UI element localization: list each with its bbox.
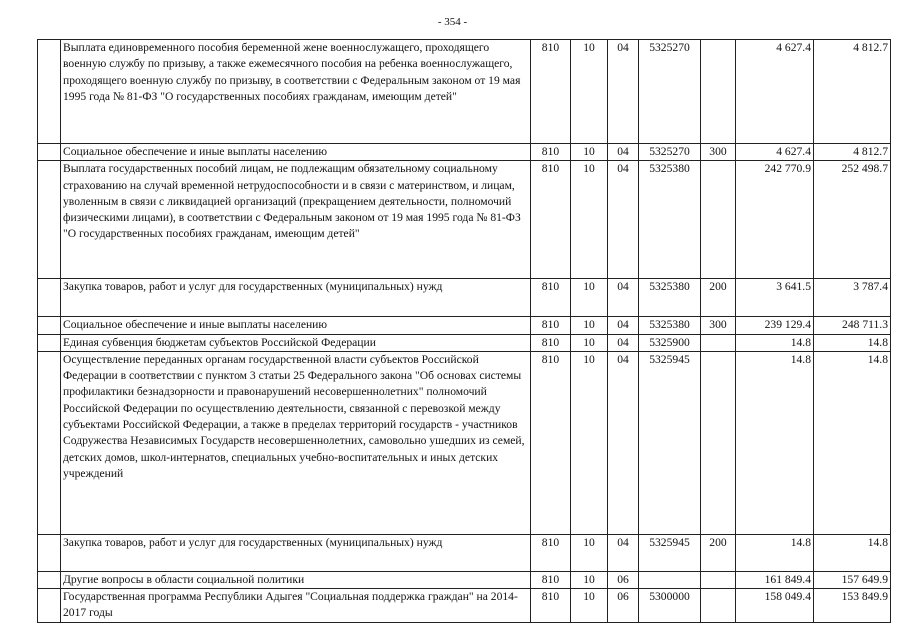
row-margin-cell <box>38 589 61 623</box>
row-margin-cell <box>38 317 61 334</box>
amount-year-1: 4 627.4 <box>736 40 814 144</box>
row-margin-cell <box>38 534 61 571</box>
item-description: Закупка товаров, работ и услуг для государственных (муниципальных) нужд <box>61 534 531 571</box>
expense-type-code: 200 <box>701 534 736 571</box>
ministry-code: 810 <box>531 40 571 144</box>
table-row <box>38 279 891 317</box>
amount-year-1: 3 641.5 <box>736 279 814 317</box>
amount-year-1: 14.8 <box>736 534 814 571</box>
target-article-code: 5325270 <box>639 40 701 144</box>
subsection-code: 04 <box>608 161 639 279</box>
expense-type-code <box>701 40 736 144</box>
amount-year-2: 14.8 <box>814 334 891 351</box>
table-row <box>38 161 891 279</box>
expense-type-code <box>701 571 736 588</box>
ministry-code: 810 <box>531 589 571 623</box>
item-description: Социальное обеспечение и иные выплаты населению <box>61 144 531 161</box>
ministry-code: 810 <box>531 534 571 571</box>
item-description: Единая субвенция бюджетам субъектов Российской Федерации <box>61 334 531 351</box>
subsection-code: 04 <box>608 144 639 161</box>
target-article-code: 5325380 <box>639 279 701 317</box>
table-row <box>38 534 891 571</box>
amount-year-2: 4 812.7 <box>814 144 891 161</box>
section-code: 10 <box>571 161 608 279</box>
section-code: 10 <box>571 317 608 334</box>
amount-year-1: 14.8 <box>736 334 814 351</box>
amount-year-2: 252 498.7 <box>814 161 891 279</box>
section-code: 10 <box>571 279 608 317</box>
table-row <box>38 40 891 144</box>
target-article-code: 5325900 <box>639 334 701 351</box>
item-description: Социальное обеспечение и иные выплаты населению <box>61 317 531 334</box>
budget-table-body <box>38 40 891 623</box>
section-code: 10 <box>571 40 608 144</box>
expense-type-code <box>701 351 736 534</box>
item-description: Закупка товаров, работ и услуг для государственных (муниципальных) нужд <box>61 279 531 317</box>
row-margin-cell <box>38 40 61 144</box>
item-description: Осуществление переданных органам государственной власти субъектов Российской Федерации в соответствии с пунктом 3 статьи 25 Федерального закона "Об основах системы профилактики безнадзорности и правонарушений несовершеннолетних" полномочий Российской Федерации по осуществлению деятельности, связанной с перевозкой между субъектами Российской Федерации, а также в пределах территорий государств - участников Содружества Независимых Государств несовершеннолетних, самовольно ушедших из семей, детских домов, школ-интернатов, специальных учебно-воспитательных и иных детских учреждений <box>61 351 531 534</box>
table-row <box>38 144 891 161</box>
amount-year-1: 14.8 <box>736 351 814 534</box>
expense-type-code: 200 <box>701 279 736 317</box>
subsection-code: 06 <box>608 571 639 588</box>
amount-year-1: 239 129.4 <box>736 317 814 334</box>
ministry-code: 810 <box>531 279 571 317</box>
subsection-code: 04 <box>608 40 639 144</box>
section-code: 10 <box>571 534 608 571</box>
subsection-code: 04 <box>608 317 639 334</box>
target-article-code: 5325270 <box>639 144 701 161</box>
amount-year-1: 242 770.9 <box>736 161 814 279</box>
table-row <box>38 317 891 334</box>
item-description: Выплата государственных пособий лицам, не подлежащим обязательному социальному страхованию на случай временной нетрудоспособности и в связи с материнством, и лицам, уволенным в связи с ликвидацией организаций (прекращением деятельности, полномочий физическими лицами), в соответствии с Федеральным законом от 19 мая 1995 года № 81-ФЗ "О государственных пособиях гражданам, имеющим детей" <box>61 161 531 279</box>
amount-year-2: 248 711.3 <box>814 317 891 334</box>
section-code: 10 <box>571 571 608 588</box>
row-margin-cell <box>38 334 61 351</box>
amount-year-1: 158 049.4 <box>736 589 814 623</box>
subsection-code: 04 <box>608 351 639 534</box>
section-code: 10 <box>571 589 608 623</box>
subsection-code: 04 <box>608 279 639 317</box>
target-article-code: 5325945 <box>639 351 701 534</box>
ministry-code: 810 <box>531 334 571 351</box>
subsection-code: 04 <box>608 534 639 571</box>
page-number: - 354 - <box>437 16 468 28</box>
amount-year-2: 14.8 <box>814 351 891 534</box>
table-row <box>38 589 891 623</box>
amount-year-2: 14.8 <box>814 534 891 571</box>
row-margin-cell <box>38 351 61 534</box>
expense-type-code <box>701 589 736 623</box>
item-description: Другие вопросы в области социальной политики <box>61 571 531 588</box>
expense-type-code <box>701 161 736 279</box>
expense-type-code: 300 <box>701 144 736 161</box>
amount-year-2: 4 812.7 <box>814 40 891 144</box>
section-code: 10 <box>571 334 608 351</box>
section-code: 10 <box>571 144 608 161</box>
item-description: Выплата единовременного пособия беременной жене военнослужащего, проходящего военную службу по призыву, а также ежемесячного пособия на ребенка военнослужащего, проходящего военную службу по призыву, в соответствии с Федеральным законом от 19 мая 1995 года № 81-ФЗ "О государственных пособиях гражданам, имеющим детей" <box>61 40 531 144</box>
row-margin-cell <box>38 571 61 588</box>
target-article-code <box>639 571 701 588</box>
ministry-code: 810 <box>531 351 571 534</box>
section-code: 10 <box>571 351 608 534</box>
subsection-code: 06 <box>608 589 639 623</box>
item-description: Государственная программа Республики Адыгея "Социальная поддержка граждан" на 2014-2017 годы <box>61 589 531 623</box>
table-row <box>38 334 891 351</box>
expense-type-code: 300 <box>701 317 736 334</box>
target-article-code: 5325945 <box>639 534 701 571</box>
ministry-code: 810 <box>531 571 571 588</box>
amount-year-1: 4 627.4 <box>736 144 814 161</box>
subsection-code: 04 <box>608 334 639 351</box>
table-row <box>38 351 891 534</box>
row-margin-cell <box>38 161 61 279</box>
amount-year-2: 157 649.9 <box>814 571 891 588</box>
ministry-code: 810 <box>531 317 571 334</box>
target-article-code: 5325380 <box>639 317 701 334</box>
table-row <box>38 571 891 588</box>
row-margin-cell <box>38 279 61 317</box>
row-margin-cell <box>38 144 61 161</box>
target-article-code: 5325380 <box>639 161 701 279</box>
expense-type-code <box>701 334 736 351</box>
ministry-code: 810 <box>531 161 571 279</box>
amount-year-2: 3 787.4 <box>814 279 891 317</box>
target-article-code: 5300000 <box>639 589 701 623</box>
ministry-code: 810 <box>531 144 571 161</box>
budget-table <box>37 39 891 623</box>
amount-year-2: 153 849.9 <box>814 589 891 623</box>
amount-year-1: 161 849.4 <box>736 571 814 588</box>
